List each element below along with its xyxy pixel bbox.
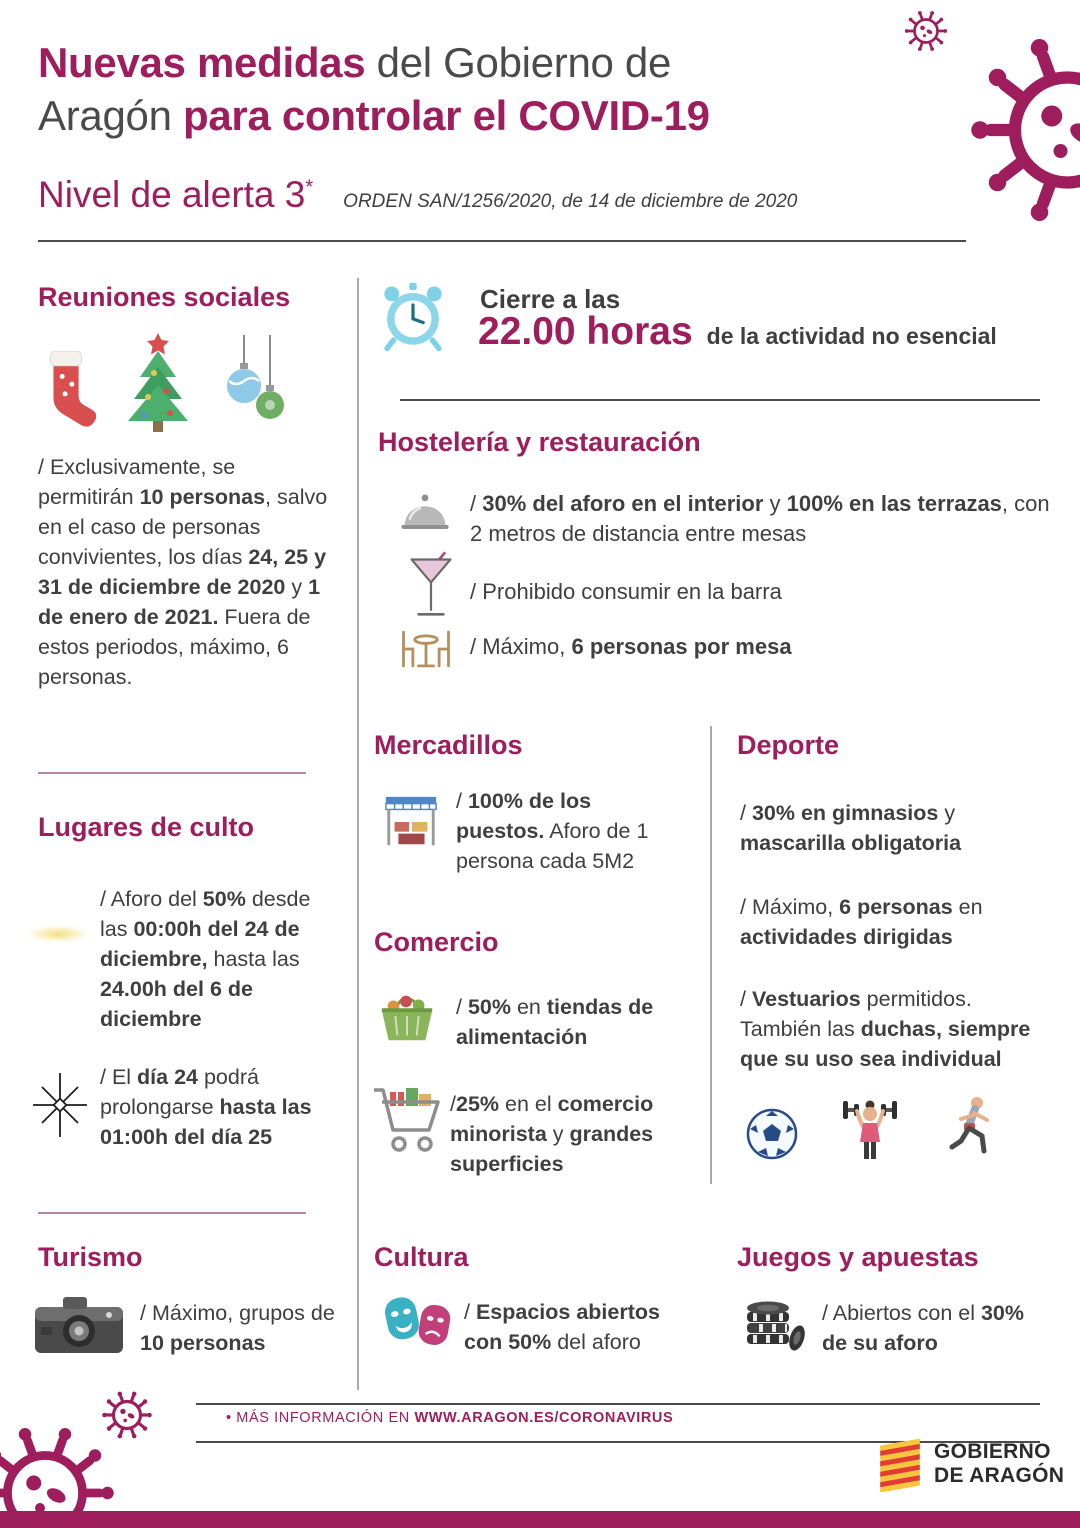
mercadillos-text: / 100% de los puestos. Aforo de 1 persona cada 5M2 (456, 789, 649, 873)
virus-icon (903, 8, 949, 54)
alert-asterisk: * (305, 176, 314, 199)
cloche-icon (398, 492, 452, 534)
turismo-text: / Máximo, grupos de 10 personas (140, 1301, 335, 1355)
section-heading-juegos: Juegos y apuestas (737, 1242, 979, 1272)
cierre-detail: de la actividad no esencial (706, 323, 997, 349)
table-chairs-icon (396, 626, 456, 672)
footer-info: • MÁS INFORMACIÓN EN WWW.ARAGON.ES/CORONAVIRUS (226, 1410, 674, 1426)
culto-text-1: / Aforo del 50% desde las 00:00h del 24 de diciembre, hasta las 24.00h del 6 de diciembre (100, 887, 311, 1031)
section-heading-deporte: Deporte (737, 730, 840, 760)
divider (38, 772, 306, 774)
grocery-basket-icon (376, 986, 438, 1046)
cocktail-icon (408, 548, 454, 624)
gobierno-aragon-logo (876, 1438, 1064, 1490)
vertical-divider (357, 278, 359, 1390)
logo-text (934, 1440, 1064, 1488)
section-heading-turismo: Turismo (38, 1242, 143, 1272)
cultura-text: / Espacios abiertos con 50% del aforo (464, 1300, 660, 1354)
stocking-icon (38, 343, 96, 440)
divider (38, 240, 966, 242)
virus-icon (955, 25, 1080, 235)
soccer-ball-icon (745, 1107, 799, 1166)
culto-text-2: / El día 24 podrá prolongarse hasta las 01:00h del día 25 (100, 1065, 312, 1149)
comercio-text-1: / 50% en tiendas de alimentación (456, 995, 654, 1049)
deporte-text-1: / 30% en gimnasios y mascarilla obligatoria (740, 801, 962, 855)
divider (400, 399, 1040, 401)
section-heading-mercadillos: Mercadillos (374, 730, 523, 760)
dumbbell-workout-icon (841, 1095, 899, 1166)
sports-icons-row (745, 1096, 997, 1166)
page-title (38, 36, 710, 142)
christmas-icons-row (38, 330, 290, 440)
deporte-text-2: / Máximo, 6 personas en actividades dirigidas (740, 895, 983, 949)
camera-icon (33, 1293, 125, 1357)
deporte-text-3: / Vestuarios permitidos. También las duchas, siempre que su uso sea individual (740, 987, 1031, 1071)
hosteleria-text-2: / Prohibido consumir en la barra (470, 579, 782, 604)
page-title-line1: Nuevas medidas del Gobierno de (38, 39, 672, 86)
poker-chips-icon (742, 1290, 806, 1356)
logo-line1: GOBIERNO (934, 1440, 1051, 1463)
order-reference: ORDEN SAN/1256/2020, de 14 de diciembre de 2020 (343, 191, 798, 212)
alert-level-row (38, 174, 797, 216)
hosteleria-text-3: / Máximo, 6 personas por mesa (470, 634, 792, 659)
divider (196, 1403, 1040, 1405)
juegos-text: / Abiertos con el 30% de su aforo (822, 1301, 1024, 1355)
section-heading-culto: Lugares de culto (38, 812, 255, 842)
section-heading-hosteleria: Hostelería y restauración (378, 427, 701, 457)
virus-icon (100, 1388, 154, 1442)
reuniones-text: / Exclusivamente, se permitirán 10 personas, salvo en el caso de personas convivientes, los días 24, 25 y 31 de diciembre de 2020 y 1 de enero de 2021. Fuera de estos periodos, máximo, 6 personas. (38, 455, 328, 689)
hosteleria-text-1: / 30% del aforo en el interior y 100% en las terrazas, con 2 metros de distancia entre mesas (470, 491, 1050, 546)
christmas-tree-icon (122, 331, 194, 440)
cierre-intro: Cierre a las (480, 284, 621, 314)
comercio-text-2: /25% en el comercio minorista y grandes superficies (450, 1092, 654, 1176)
section-heading-comercio: Comercio (374, 927, 499, 957)
theater-masks-icon (382, 1290, 454, 1354)
runner-icon (941, 1095, 997, 1166)
alert-level: Nivel de alerta 3* (38, 174, 314, 215)
logo-line2: DE ARAGÓN (934, 1464, 1065, 1487)
section-heading-cultura: Cultura (374, 1242, 469, 1272)
section-heading-reuniones: Reuniones sociales (38, 282, 291, 312)
ornaments-icon (220, 335, 290, 440)
market-stall-icon (382, 792, 440, 852)
shopping-cart-icon (370, 1080, 444, 1166)
divider (38, 1212, 306, 1214)
candle-icon (26, 925, 90, 943)
bottom-accent-bar (0, 1511, 1080, 1528)
star-icon (28, 1072, 92, 1138)
page-title-line2: Aragón para controlar el COVID-19 (38, 92, 710, 139)
cierre-line (478, 310, 997, 354)
cierre-time: 22.00 horas (478, 310, 693, 353)
aragon-flag-icon (876, 1438, 924, 1490)
vertical-divider (710, 726, 712, 1184)
alarm-clock-icon (376, 280, 450, 354)
